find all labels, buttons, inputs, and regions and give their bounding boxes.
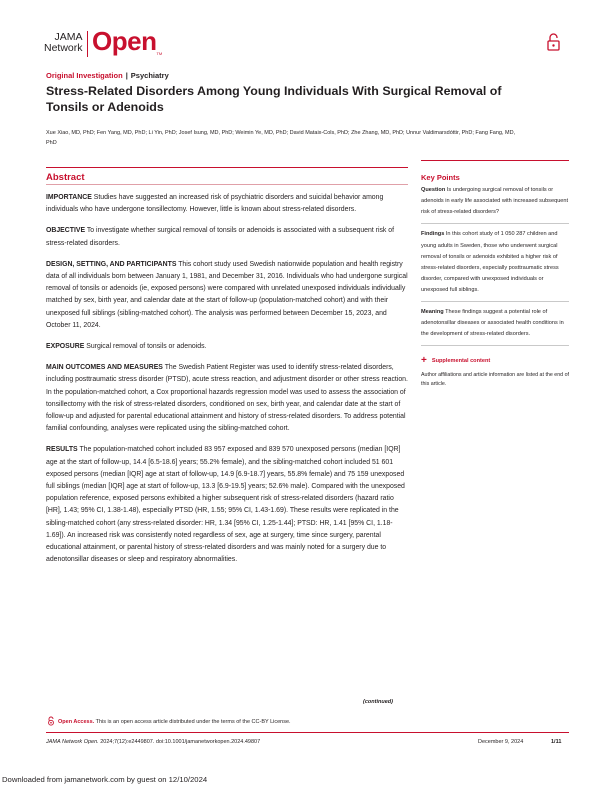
abstract-outcomes — [46, 362, 408, 435]
author-affiliations-note: Author affiliations and article information are listed at the end of this article. — [421, 372, 570, 388]
citation — [46, 739, 260, 745]
logo-line1: JAMA — [54, 31, 83, 43]
logo-divider — [87, 31, 89, 57]
section-text: Surgical removal of tonsils or adenoids. — [86, 343, 207, 351]
abstract-body — [46, 192, 408, 575]
abstract-top-rule — [46, 167, 408, 168]
section-text: To investigate whether surgical removal of tonsils or adenoids is associated with a subsequent risk of stress-related disorders. — [46, 227, 395, 247]
section-text: The Swedish Patient Register was used to identify stress-related disorders, including posttraumatic stress disorder (PTSD), acute stress reaction, and adjustment disorder or other stress reaction. In the population-matched cohort, a Cox proportional hazards regression model was used to assess the association of tonsillectomy with the risk of stress-related disorders, conditioned on sex, birth year, and calendar date at the start of follow-up and adjusted for parental educational attainment and history of stress-related disorders. To address potential familial confounding, analyses were replicated using the sibling-matched cohort. — [46, 364, 408, 433]
key-point-meaning — [421, 307, 569, 346]
article-category: Psychiatry — [130, 71, 169, 80]
download-notice: Downloaded from jamanetwork.com by guest on 12/10/2024 — [2, 775, 208, 784]
logo-open: Open — [92, 26, 157, 56]
key-point-question — [421, 185, 569, 224]
page-number: 1/11 — [551, 739, 562, 745]
publication-date: December 9, 2024 — [478, 739, 524, 745]
section-label: MAIN OUTCOMES AND MEASURES — [46, 364, 163, 372]
key-points-box — [421, 160, 569, 389]
key-point-findings — [421, 229, 569, 302]
key-point-text: These findings suggest a potential role of adenotonsillar diseases or associated health conditions in the development of stress-related disorders. — [421, 309, 564, 338]
section-label: OBJECTIVE — [46, 227, 86, 235]
supplemental-label: Supplemental content — [431, 358, 491, 365]
logo-line2: Network — [44, 42, 83, 54]
journal-name: JAMA Network Open. — [46, 739, 99, 745]
section-text: Studies have suggested an increased risk of psychiatric disorders and suicidal behavior among individuals who have undergone tonsillectomy. However, little is known about stress-related disorders. — [46, 194, 384, 214]
logo-jama-network — [44, 27, 87, 54]
open-access-notice — [58, 719, 291, 725]
abstract-design — [46, 259, 408, 332]
key-point-label: Question — [421, 187, 446, 194]
key-point-label: Findings — [421, 231, 445, 238]
doi-citation[interactable]: 2024;7(12):e2449807. doi:10.1001/jamanetworkopen.2024.49807 — [100, 739, 261, 745]
abstract-exposure — [46, 341, 408, 353]
plus-icon: + — [421, 355, 427, 367]
continued-note: (continued) — [363, 699, 393, 705]
open-access-text: This is an open access article distributed under the terms of the CC-BY License. — [95, 719, 291, 725]
section-text: The population-matched cohort included 83 957 exposed and 839 570 unexposed persons (median [IQR] age at the start of follow-up, 14.4 [6.5-18.6] years; 55.2% female), and the sibling-matched cohort included 51 601 exposed persons (median [IQR] age at start of follow-up, 14.9 [6.9-18.7] years, 55.8% female) and 75 159 unexposed full siblings (median [IQR] age at start of follow-up, 13.3 [6.9-19.5] years; 52.6% male). Compared with the unexposed population reference, exposed persons exhibited a higher subsequent risk of stress-related disorders (hazard ratio [HR], 1.43; 95% CI, 1.38-1.48), especially PTSD (HR, 1.55; 95% CI, 1.43-1.69). These results were replicated in the sibling-matched cohort (any stress-related disorder: HR, 1.34 [95% CI, 1.25-1.44]; PTSD: HR, 1.41 [95% CI, 1.18-1.69]). An increased risk was consistently noted regardless of sex, age at surgery, time since surgery, parental educational attainment, or parental history of stress-related disorders and was mainly noted for a surgery due to adenotonsillar diseases or sleep and respiratory abnormalities. — [46, 446, 405, 564]
abstract-objective — [46, 225, 408, 249]
section-label: EXPOSURE — [46, 343, 85, 351]
abstract-heading: Abstract — [46, 172, 85, 183]
open-access-icon — [47, 716, 55, 726]
author-list: Xue Xiao, MD, PhD; Fen Yang, MD, PhD; Li Yin, PhD; Josef Isung, MD, PhD; Weimin Ye, MD, PhD; David Mataix-Cols, PhD; Zhe Zhang, MD, PhD; Unnur Valdimarsdóttir, PhD; Fang Fang, MD, PhD — [46, 130, 516, 146]
key-points-rule — [421, 160, 569, 161]
key-point-label: Meaning — [421, 309, 444, 316]
supplemental-content-link[interactable] — [421, 357, 569, 365]
kicker-separator: | — [125, 71, 128, 80]
article-title: Stress-Related Disorders Among Young Individuals With Surgical Removal of Tonsils or Adenoids — [46, 84, 502, 114]
section-text: This cohort study used Swedish nationwide population and health registry data of all individuals born between January 1, 1981, and December 31, 2016. Individuals who had undergone surgical removal of tonsils or adenoids (ie, exposed persons) were compared with unrelated unexposed individuals individually matched by sex, birth year, and calendar date at the start of follow-up (population-matched cohort) and with their unexposed full siblings (sibling-matched cohort). The analysis was performed between December 15, 2023, and October 11, 2024. — [46, 260, 408, 329]
open-lock-icon[interactable] — [547, 33, 560, 51]
section-label: DESIGN, SETTING, AND PARTICIPANTS — [46, 260, 177, 268]
key-point-text: Is undergoing surgical removal of tonsils or adenoids in early life associated with increased subsequent risk of stress-related disorders? — [421, 187, 569, 216]
abstract-results — [46, 444, 408, 566]
section-label: IMPORTANCE — [46, 194, 92, 201]
footer-rule — [46, 732, 569, 733]
abstract-importance — [46, 192, 408, 216]
jama-network-open-logo — [44, 27, 162, 59]
article-type: Original Investigation — [46, 71, 123, 80]
open-access-label[interactable]: Open Access. — [58, 719, 95, 725]
section-label: RESULTS — [46, 446, 78, 454]
logo-trademark: TM — [156, 51, 163, 56]
key-points-heading: Key Points — [421, 173, 460, 183]
key-point-text: In this cohort study of 1 050 287 children and young adults in Sweden, those who underwent surgical removal of tonsils or adenoids exhibited a higher risk of stress-related disorders, especially posttraumatic stress disorder, compared with unexposed individuals or unexposed full siblings. — [421, 231, 559, 293]
abstract-heading-rule — [46, 184, 408, 185]
article-kicker — [46, 71, 169, 80]
